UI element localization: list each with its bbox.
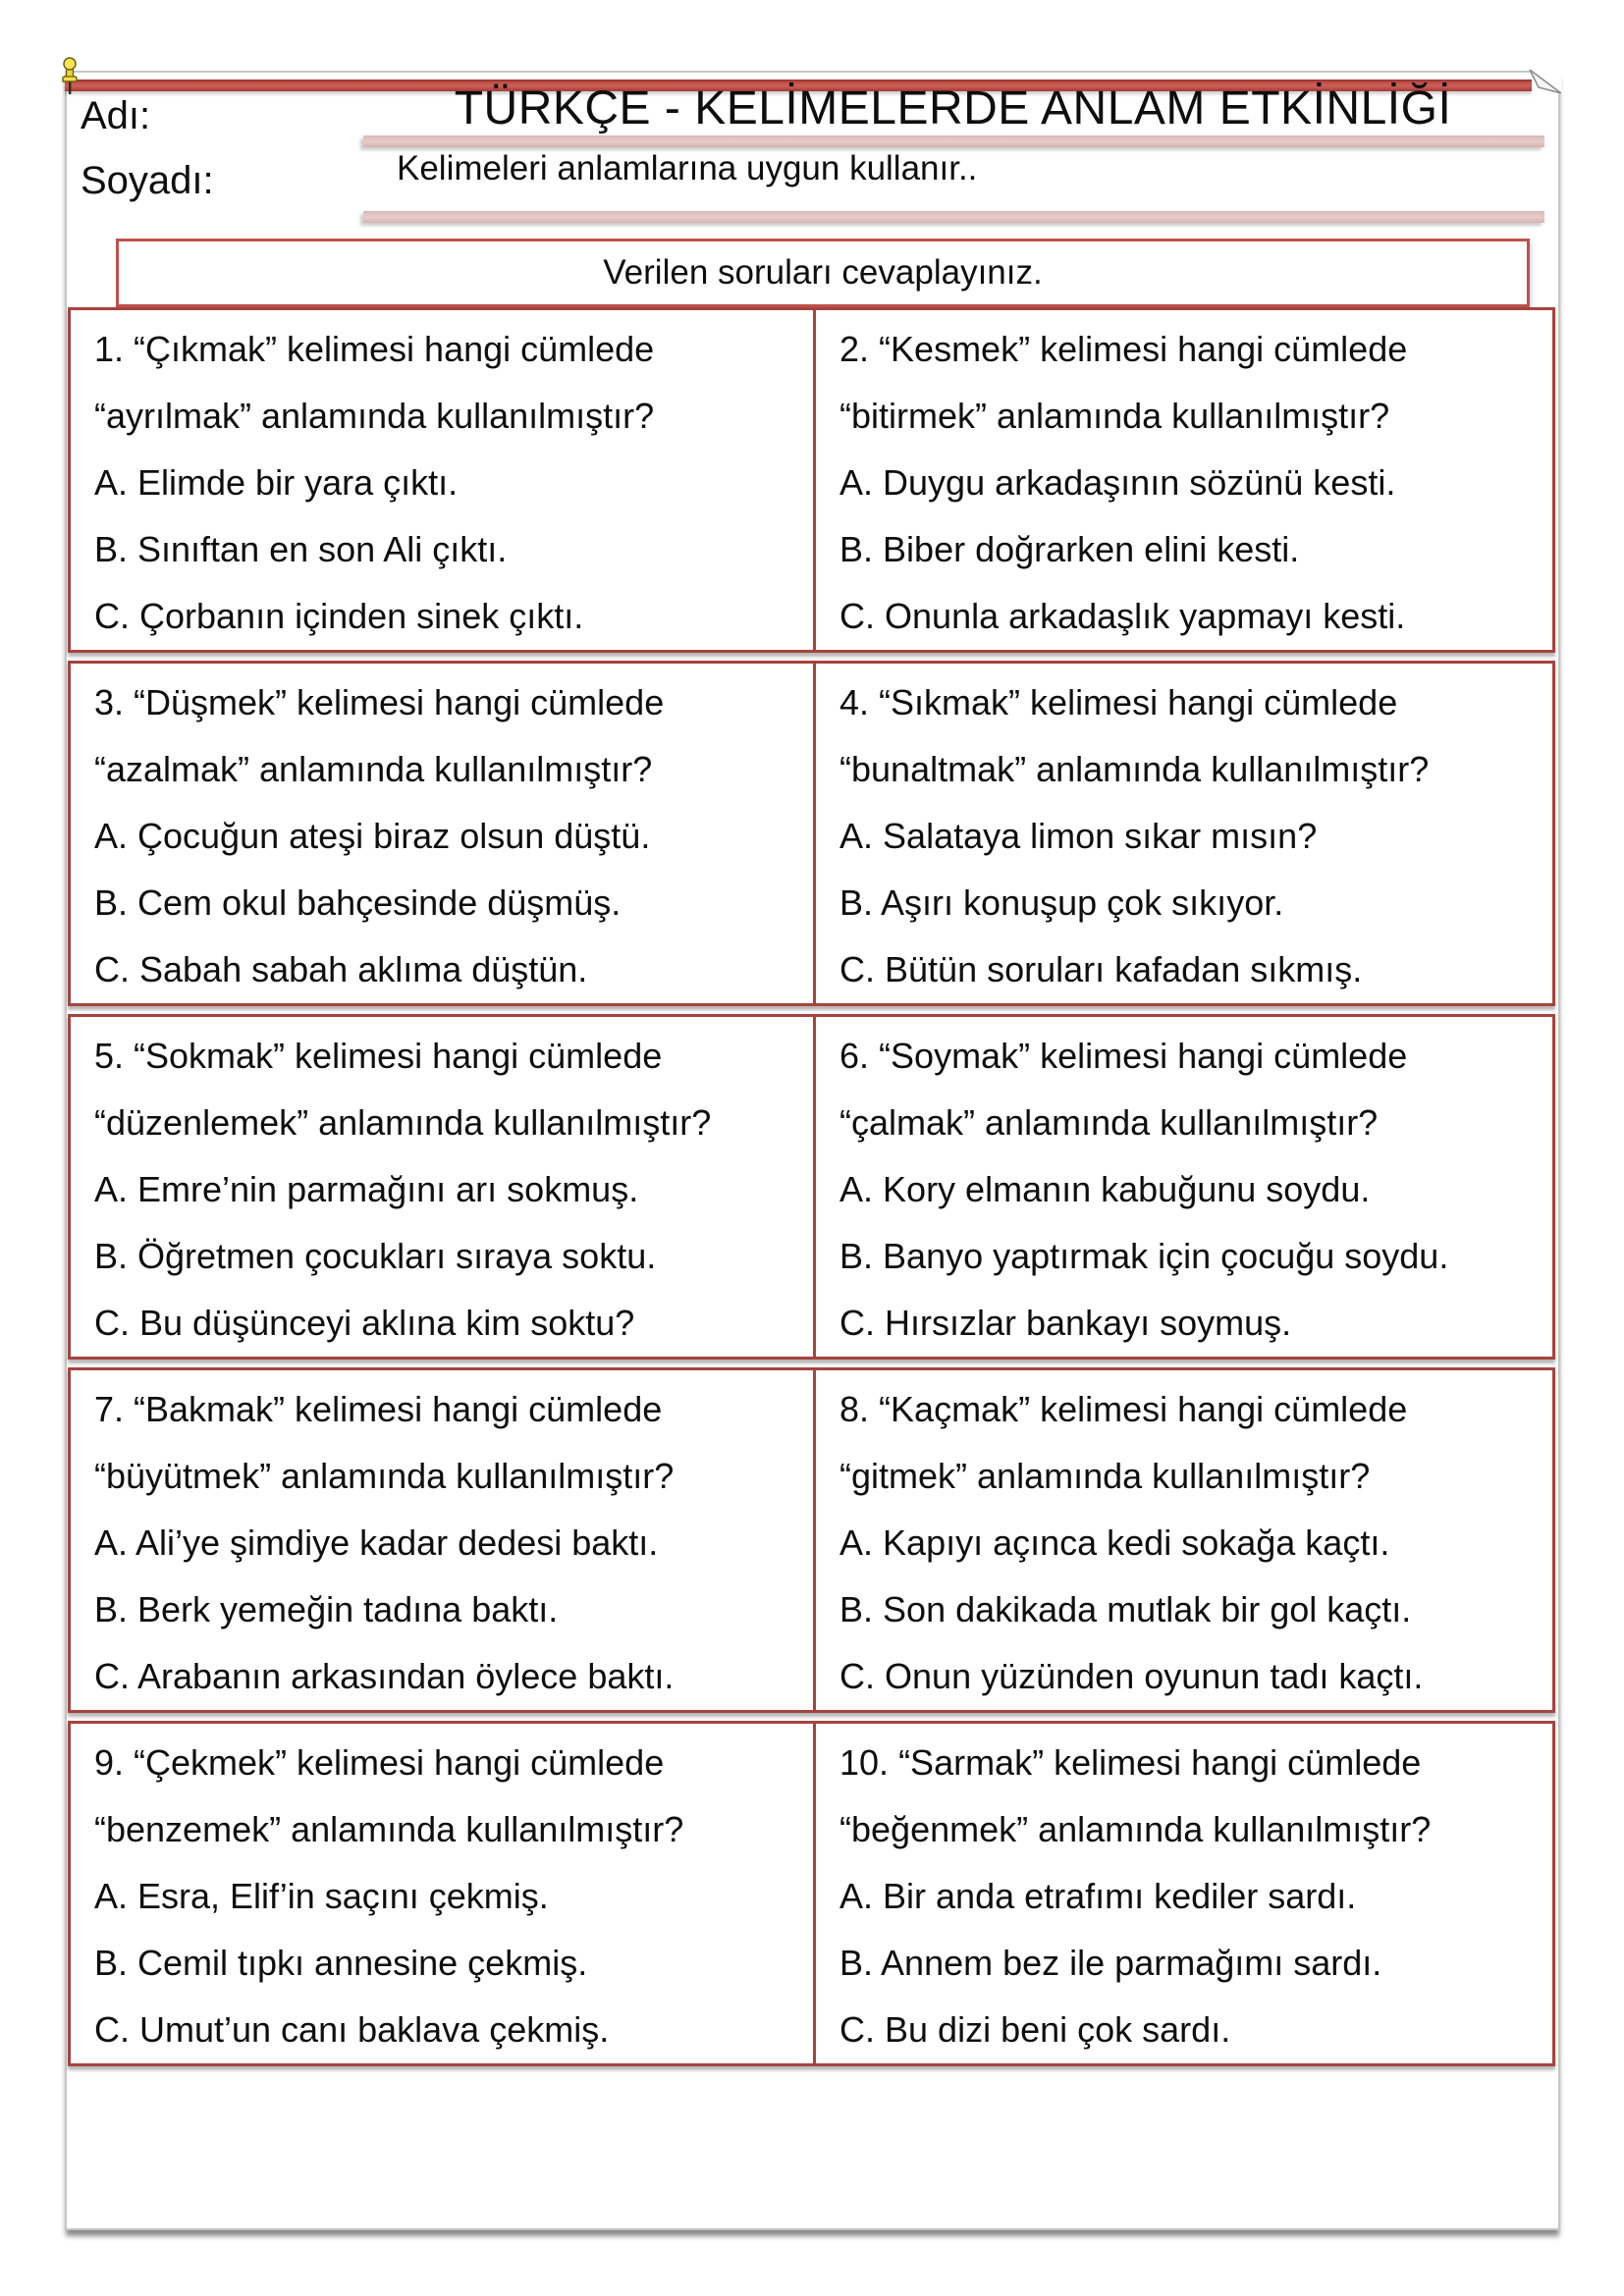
- question-row: [68, 1721, 1555, 2066]
- question-cell: [71, 1017, 816, 1357]
- question-prompt-line1: 10. “Sarmak” kelimesi hangi cümlede: [839, 1742, 1422, 1783]
- question-option-c: C. Bütün soruları kafadan sıkmış.: [839, 949, 1363, 989]
- question-option-c: C. Bu dizi beni çok sardı.: [839, 2009, 1231, 2050]
- question-prompt-line2: “düzenlemek” anlamında kullanılmıştır?: [94, 1102, 712, 1143]
- title-underline: [363, 135, 1544, 147]
- question-option-a: A. Duygu arkadaşının sözünü kesti.: [839, 462, 1396, 503]
- question-option-b: B. Annem bez ile parmağımı sardı.: [839, 1943, 1382, 1983]
- question-option-a: A. Elimde bir yara çıktı.: [94, 462, 459, 503]
- question-prompt-line2: “beğenmek” anlamında kullanılmıştır?: [839, 1809, 1432, 1849]
- question-option-a: A. Esra, Elif’in saçını çekmiş.: [94, 1876, 549, 1916]
- question-option-a: A. Kapıyı açınca kedi sokağa kaçtı.: [839, 1522, 1390, 1563]
- question-cell: [71, 310, 816, 650]
- question-option-c: C. Onun yüzünden oyunun tadı kaçtı.: [839, 1656, 1424, 1696]
- question-prompt-line1: 3. “Düşmek” kelimesi hangi cümlede: [94, 682, 665, 722]
- question-option-a: A. Emre’nin parmağını arı sokmuş.: [94, 1169, 639, 1209]
- question-cell: [816, 1724, 1552, 2063]
- question-row: [68, 661, 1555, 1006]
- question-row: [68, 307, 1555, 653]
- question-cell: [816, 664, 1552, 1003]
- question-cell: [816, 310, 1552, 650]
- question-prompt-line2: “azalmak” anlamında kullanılmıştır?: [94, 749, 653, 789]
- question-option-c: C. Hırsızlar bankayı soymuş.: [839, 1303, 1292, 1343]
- question-prompt-line2: “benzemek” anlamında kullanılmıştır?: [94, 1809, 684, 1849]
- question-option-a: A. Ali’ye şimdiye kadar dedesi baktı.: [94, 1522, 659, 1563]
- question-prompt-line1: 1. “Çıkmak” kelimesi hangi cümlede: [94, 329, 655, 369]
- question-option-a: A. Bir anda etrafımı kediler sardı.: [839, 1876, 1357, 1916]
- question-option-b: B. Aşırı konuşup çok sıkıyor.: [839, 882, 1284, 923]
- question-prompt-line1: 9. “Çekmek” kelimesi hangi cümlede: [94, 1742, 665, 1783]
- question-prompt-line2: “büyütmek” anlamında kullanılmıştır?: [94, 1456, 675, 1496]
- question-cell: [816, 1017, 1552, 1357]
- page-curl-icon: [1528, 70, 1561, 95]
- question-prompt-line1: 2. “Kesmek” kelimesi hangi cümlede: [839, 329, 1408, 369]
- question-row: [68, 1367, 1555, 1713]
- question-option-b: B. Cem okul bahçesinde düşmüş.: [94, 882, 622, 923]
- question-option-b: B. Biber doğrarken elini kesti.: [839, 529, 1300, 569]
- question-cell: [71, 664, 816, 1003]
- question-prompt-line1: 8. “Kaçmak” kelimesi hangi cümlede: [839, 1389, 1408, 1429]
- question-cell: [71, 1370, 816, 1710]
- question-prompt-line1: 5. “Sokmak” kelimesi hangi cümlede: [94, 1036, 663, 1076]
- question-cell: [816, 1370, 1552, 1710]
- question-option-b: B. Banyo yaptırmak için çocuğu soydu.: [839, 1236, 1449, 1276]
- question-grid: [68, 307, 1555, 2074]
- instruction-text: Verilen soruları cevaplayınız.: [603, 253, 1043, 292]
- question-option-a: A. Kory elmanın kabuğunu soydu.: [839, 1169, 1371, 1209]
- question-option-b: B. Son dakikada mutlak bir gol kaçtı.: [839, 1589, 1412, 1629]
- page-title: TÜRKÇE - KELİMELERDE ANLAM ETKİNLİĞİ: [454, 82, 1452, 134]
- question-prompt-line2: “bunaltmak” anlamında kullanılmıştır?: [839, 749, 1430, 789]
- question-option-c: C. Arabanın arkasından öylece baktı.: [94, 1656, 675, 1696]
- question-option-b: B. Sınıftan en son Ali çıktı.: [94, 529, 508, 569]
- question-option-c: C. Sabah sabah aklıma düştün.: [94, 949, 588, 989]
- instruction-box: [116, 239, 1530, 307]
- question-prompt-line2: “bitirmek” anlamında kullanılmıştır?: [839, 396, 1390, 436]
- question-option-a: A. Salataya limon sıkar mısın?: [839, 816, 1318, 856]
- question-option-c: C. Onunla arkadaşlık yapmayı kesti.: [839, 596, 1406, 636]
- question-option-b: B. Öğretmen çocukları sıraya soktu.: [94, 1236, 657, 1276]
- question-prompt-line1: 6. “Soymak” kelimesi hangi cümlede: [839, 1036, 1408, 1076]
- subtitle-underline: [363, 211, 1544, 223]
- question-option-b: B. Cemil tıpkı annesine çekmiş.: [94, 1943, 588, 1983]
- surname-label: Soyadı:: [81, 159, 214, 202]
- question-option-a: A. Çocuğun ateşi biraz olsun düştü.: [94, 816, 651, 856]
- question-option-b: B. Berk yemeğin tadına baktı.: [94, 1589, 559, 1629]
- question-prompt-line2: “gitmek” anlamında kullanılmıştır?: [839, 1456, 1371, 1496]
- subtitle: Kelimeleri anlamlarına uygun kullanır..: [397, 149, 978, 187]
- question-option-c: C. Çorbanın içinden sinek çıktı.: [94, 596, 584, 636]
- pushpin-icon: [57, 57, 82, 98]
- question-prompt-line2: “ayrılmak” anlamında kullanılmıştır?: [94, 396, 655, 436]
- question-cell: [71, 1724, 816, 2063]
- worksheet-page: [65, 71, 1560, 2230]
- question-row: [68, 1014, 1555, 1360]
- question-option-c: C. Umut’un canı baklava çekmiş.: [94, 2009, 610, 2050]
- question-option-c: C. Bu düşünceyi aklına kim soktu?: [94, 1303, 635, 1343]
- question-prompt-line1: 4. “Sıkmak” kelimesi hangi cümlede: [839, 682, 1398, 722]
- question-prompt-line2: “çalmak” anlamında kullanılmıştır?: [839, 1102, 1379, 1143]
- name-label: Adı:: [81, 94, 151, 137]
- question-prompt-line1: 7. “Bakmak” kelimesi hangi cümlede: [94, 1389, 663, 1429]
